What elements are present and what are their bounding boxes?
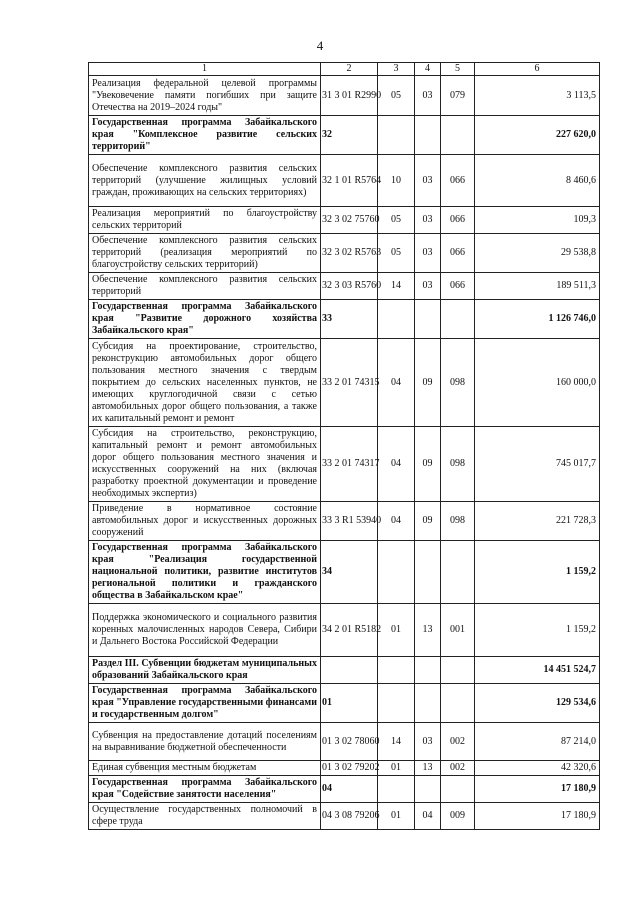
item-col-3: 05 (378, 234, 415, 273)
item-col-3: 04 (378, 427, 415, 502)
item-name: Государственная программа Забайкальского края "Комплексное развитие сельских территорий" (89, 116, 321, 155)
item-code: 01 (321, 684, 378, 723)
item-name: Государственная программа Забайкальского края "Развитие дорожного хозяйства Забайкальского края" (89, 300, 321, 339)
item-name: Приведение в нормативное состояние автомобильных дорог и искусственных дорожных сооружений (89, 502, 321, 541)
header-col-6: 6 (475, 63, 600, 76)
table-row (89, 684, 600, 723)
item-col-5: 098 (441, 427, 475, 502)
column-number-header (89, 63, 600, 76)
item-col-3: 14 (378, 273, 415, 300)
table-row (89, 339, 600, 427)
item-col-4 (415, 657, 441, 684)
item-name: Обеспечение комплексного развития сельских территорий (реализация мероприятий по благоустройству сельских территорий) (89, 234, 321, 273)
table-row (89, 155, 600, 207)
table-row (89, 76, 600, 116)
item-col-5: 001 (441, 604, 475, 657)
table-row (89, 803, 600, 830)
item-col-4: 09 (415, 339, 441, 427)
item-col-4 (415, 300, 441, 339)
item-col-3 (378, 541, 415, 604)
item-amount: 87 214,0 (475, 723, 600, 761)
item-amount: 745 017,7 (475, 427, 600, 502)
page-number: 4 (316, 38, 324, 53)
table-row (89, 604, 600, 657)
table-row (89, 657, 600, 684)
item-code: 04 3 08 79206 (321, 803, 378, 830)
item-col-4: 13 (415, 604, 441, 657)
item-col-3: 05 (378, 76, 415, 116)
item-col-5 (441, 776, 475, 803)
item-amount: 160 000,0 (475, 339, 600, 427)
item-col-3: 01 (378, 761, 415, 776)
item-col-4: 03 (415, 273, 441, 300)
item-amount: 1 126 746,0 (475, 300, 600, 339)
item-col-3: 01 (378, 604, 415, 657)
item-col-3 (378, 657, 415, 684)
item-col-5: 066 (441, 273, 475, 300)
item-name: Государственная программа Забайкальского края "Реализация государственной национальной политики, развитие институтов региональной политики и гражданского общества в Забайкальском крае" (89, 541, 321, 604)
item-name: Государственная программа Забайкальского края "Содействие занятости населения" (89, 776, 321, 803)
item-name: Реализация мероприятий по благоустройству сельских территорий (89, 207, 321, 234)
item-col-3: 10 (378, 155, 415, 207)
item-col-5 (441, 116, 475, 155)
item-amount: 1 159,2 (475, 604, 600, 657)
item-code: 33 (321, 300, 378, 339)
item-name: Субвенция на предоставление дотаций поселениям на выравнивание бюджетной обеспеченности (89, 723, 321, 761)
header-col-2: 2 (321, 63, 378, 76)
item-col-4: 03 (415, 723, 441, 761)
item-col-5: 066 (441, 234, 475, 273)
item-col-3 (378, 116, 415, 155)
item-col-5 (441, 541, 475, 604)
item-amount: 42 320,6 (475, 761, 600, 776)
item-col-3 (378, 300, 415, 339)
item-col-4: 03 (415, 76, 441, 116)
table-row (89, 207, 600, 234)
item-amount: 1 159,2 (475, 541, 600, 604)
item-col-4 (415, 541, 441, 604)
item-col-5: 066 (441, 155, 475, 207)
item-amount: 109,3 (475, 207, 600, 234)
table-row (89, 300, 600, 339)
item-amount: 8 460,6 (475, 155, 600, 207)
item-code: 04 (321, 776, 378, 803)
item-name: Единая субвенция местным бюджетам (89, 761, 321, 776)
item-col-5: 079 (441, 76, 475, 116)
budget-table (88, 62, 600, 830)
item-col-3: 04 (378, 502, 415, 541)
item-amount: 129 534,6 (475, 684, 600, 723)
item-col-4: 03 (415, 234, 441, 273)
header-col-4: 4 (415, 63, 441, 76)
item-amount: 17 180,9 (475, 776, 600, 803)
item-name: Субсидия на проектирование, строительство, реконструкцию автомобильных дорог общего пользования местного значения с твердым покрытием до сельских населенных пунктов, не имеющих круглогодичной связи с сетью автомобильных дорог общего пользования, а также их капитальный ремонт и ремонт (89, 339, 321, 427)
item-amount: 189 511,3 (475, 273, 600, 300)
item-col-4 (415, 684, 441, 723)
item-col-4: 09 (415, 502, 441, 541)
table-row (89, 234, 600, 273)
item-name: Обеспечение комплексного развития сельских территорий (улучшение жилищных условий граждан, проживающих на сельских территориях) (89, 155, 321, 207)
item-name: Раздел III. Субвенции бюджетам муниципальных образований Забайкальского края (89, 657, 321, 684)
item-code: 32 3 02 75760 (321, 207, 378, 234)
item-name: Субсидия на строительство, реконструкцию, капитальный ремонт и ремонт автомобильных дорог общего пользования местного значения и искусственных сооружений на них (включая разработку проектной документации и проведение необходимых экспертиз) (89, 427, 321, 502)
item-name: Поддержка экономического и социального развития коренных малочисленных народов Севера, Сибири и Дальнего Востока Российской Федерации (89, 604, 321, 657)
item-col-3: 04 (378, 339, 415, 427)
item-code: 01 3 02 78060 (321, 723, 378, 761)
item-col-5: 098 (441, 502, 475, 541)
item-code: 01 3 02 79202 (321, 761, 378, 776)
item-col-4: 03 (415, 155, 441, 207)
item-col-4 (415, 116, 441, 155)
item-name: Государственная программа Забайкальского края "Управление государственными финансами и государственным долгом" (89, 684, 321, 723)
item-code: 34 (321, 541, 378, 604)
item-col-3 (378, 684, 415, 723)
item-code: 31 3 01 R2990 (321, 76, 378, 116)
item-code: 33 2 01 74317 (321, 427, 378, 502)
table-row (89, 427, 600, 502)
item-code: 34 2 01 R5182 (321, 604, 378, 657)
item-col-4: 03 (415, 207, 441, 234)
item-code: 32 3 02 R5763 (321, 234, 378, 273)
item-code: 32 1 01 R5764 (321, 155, 378, 207)
table-row (89, 273, 600, 300)
item-amount: 14 451 524,7 (475, 657, 600, 684)
item-amount: 221 728,3 (475, 502, 600, 541)
table-row (89, 502, 600, 541)
item-col-3: 01 (378, 803, 415, 830)
item-col-3: 05 (378, 207, 415, 234)
item-code (321, 657, 378, 684)
item-amount: 3 113,5 (475, 76, 600, 116)
item-col-4: 04 (415, 803, 441, 830)
item-col-4: 13 (415, 761, 441, 776)
table-row (89, 723, 600, 761)
header-col-5: 5 (441, 63, 475, 76)
item-code: 33 2 01 74315 (321, 339, 378, 427)
item-col-5: 002 (441, 761, 475, 776)
item-name: Осуществление государственных полномочий в сфере труда (89, 803, 321, 830)
item-code: 33 3 R1 53940 (321, 502, 378, 541)
table-row (89, 776, 600, 803)
item-col-5 (441, 657, 475, 684)
item-col-5: 066 (441, 207, 475, 234)
item-name: Обеспечение комплексного развития сельских территорий (89, 273, 321, 300)
header-col-3: 3 (378, 63, 415, 76)
item-amount: 29 538,8 (475, 234, 600, 273)
item-amount: 227 620,0 (475, 116, 600, 155)
header-col-1: 1 (89, 63, 321, 76)
item-col-5: 098 (441, 339, 475, 427)
item-name: Реализация федеральной целевой программы "Увековечение памяти погибших при защите Отечества на 2019–2024 годы" (89, 76, 321, 116)
item-col-5 (441, 684, 475, 723)
item-col-4: 09 (415, 427, 441, 502)
item-col-5 (441, 300, 475, 339)
table-row (89, 761, 600, 776)
item-col-4 (415, 776, 441, 803)
table-row (89, 541, 600, 604)
item-col-3 (378, 776, 415, 803)
table-row (89, 116, 600, 155)
item-col-3: 14 (378, 723, 415, 761)
item-amount: 17 180,9 (475, 803, 600, 830)
item-col-5: 009 (441, 803, 475, 830)
item-code: 32 (321, 116, 378, 155)
item-code: 32 3 03 R5760 (321, 273, 378, 300)
item-col-5: 002 (441, 723, 475, 761)
